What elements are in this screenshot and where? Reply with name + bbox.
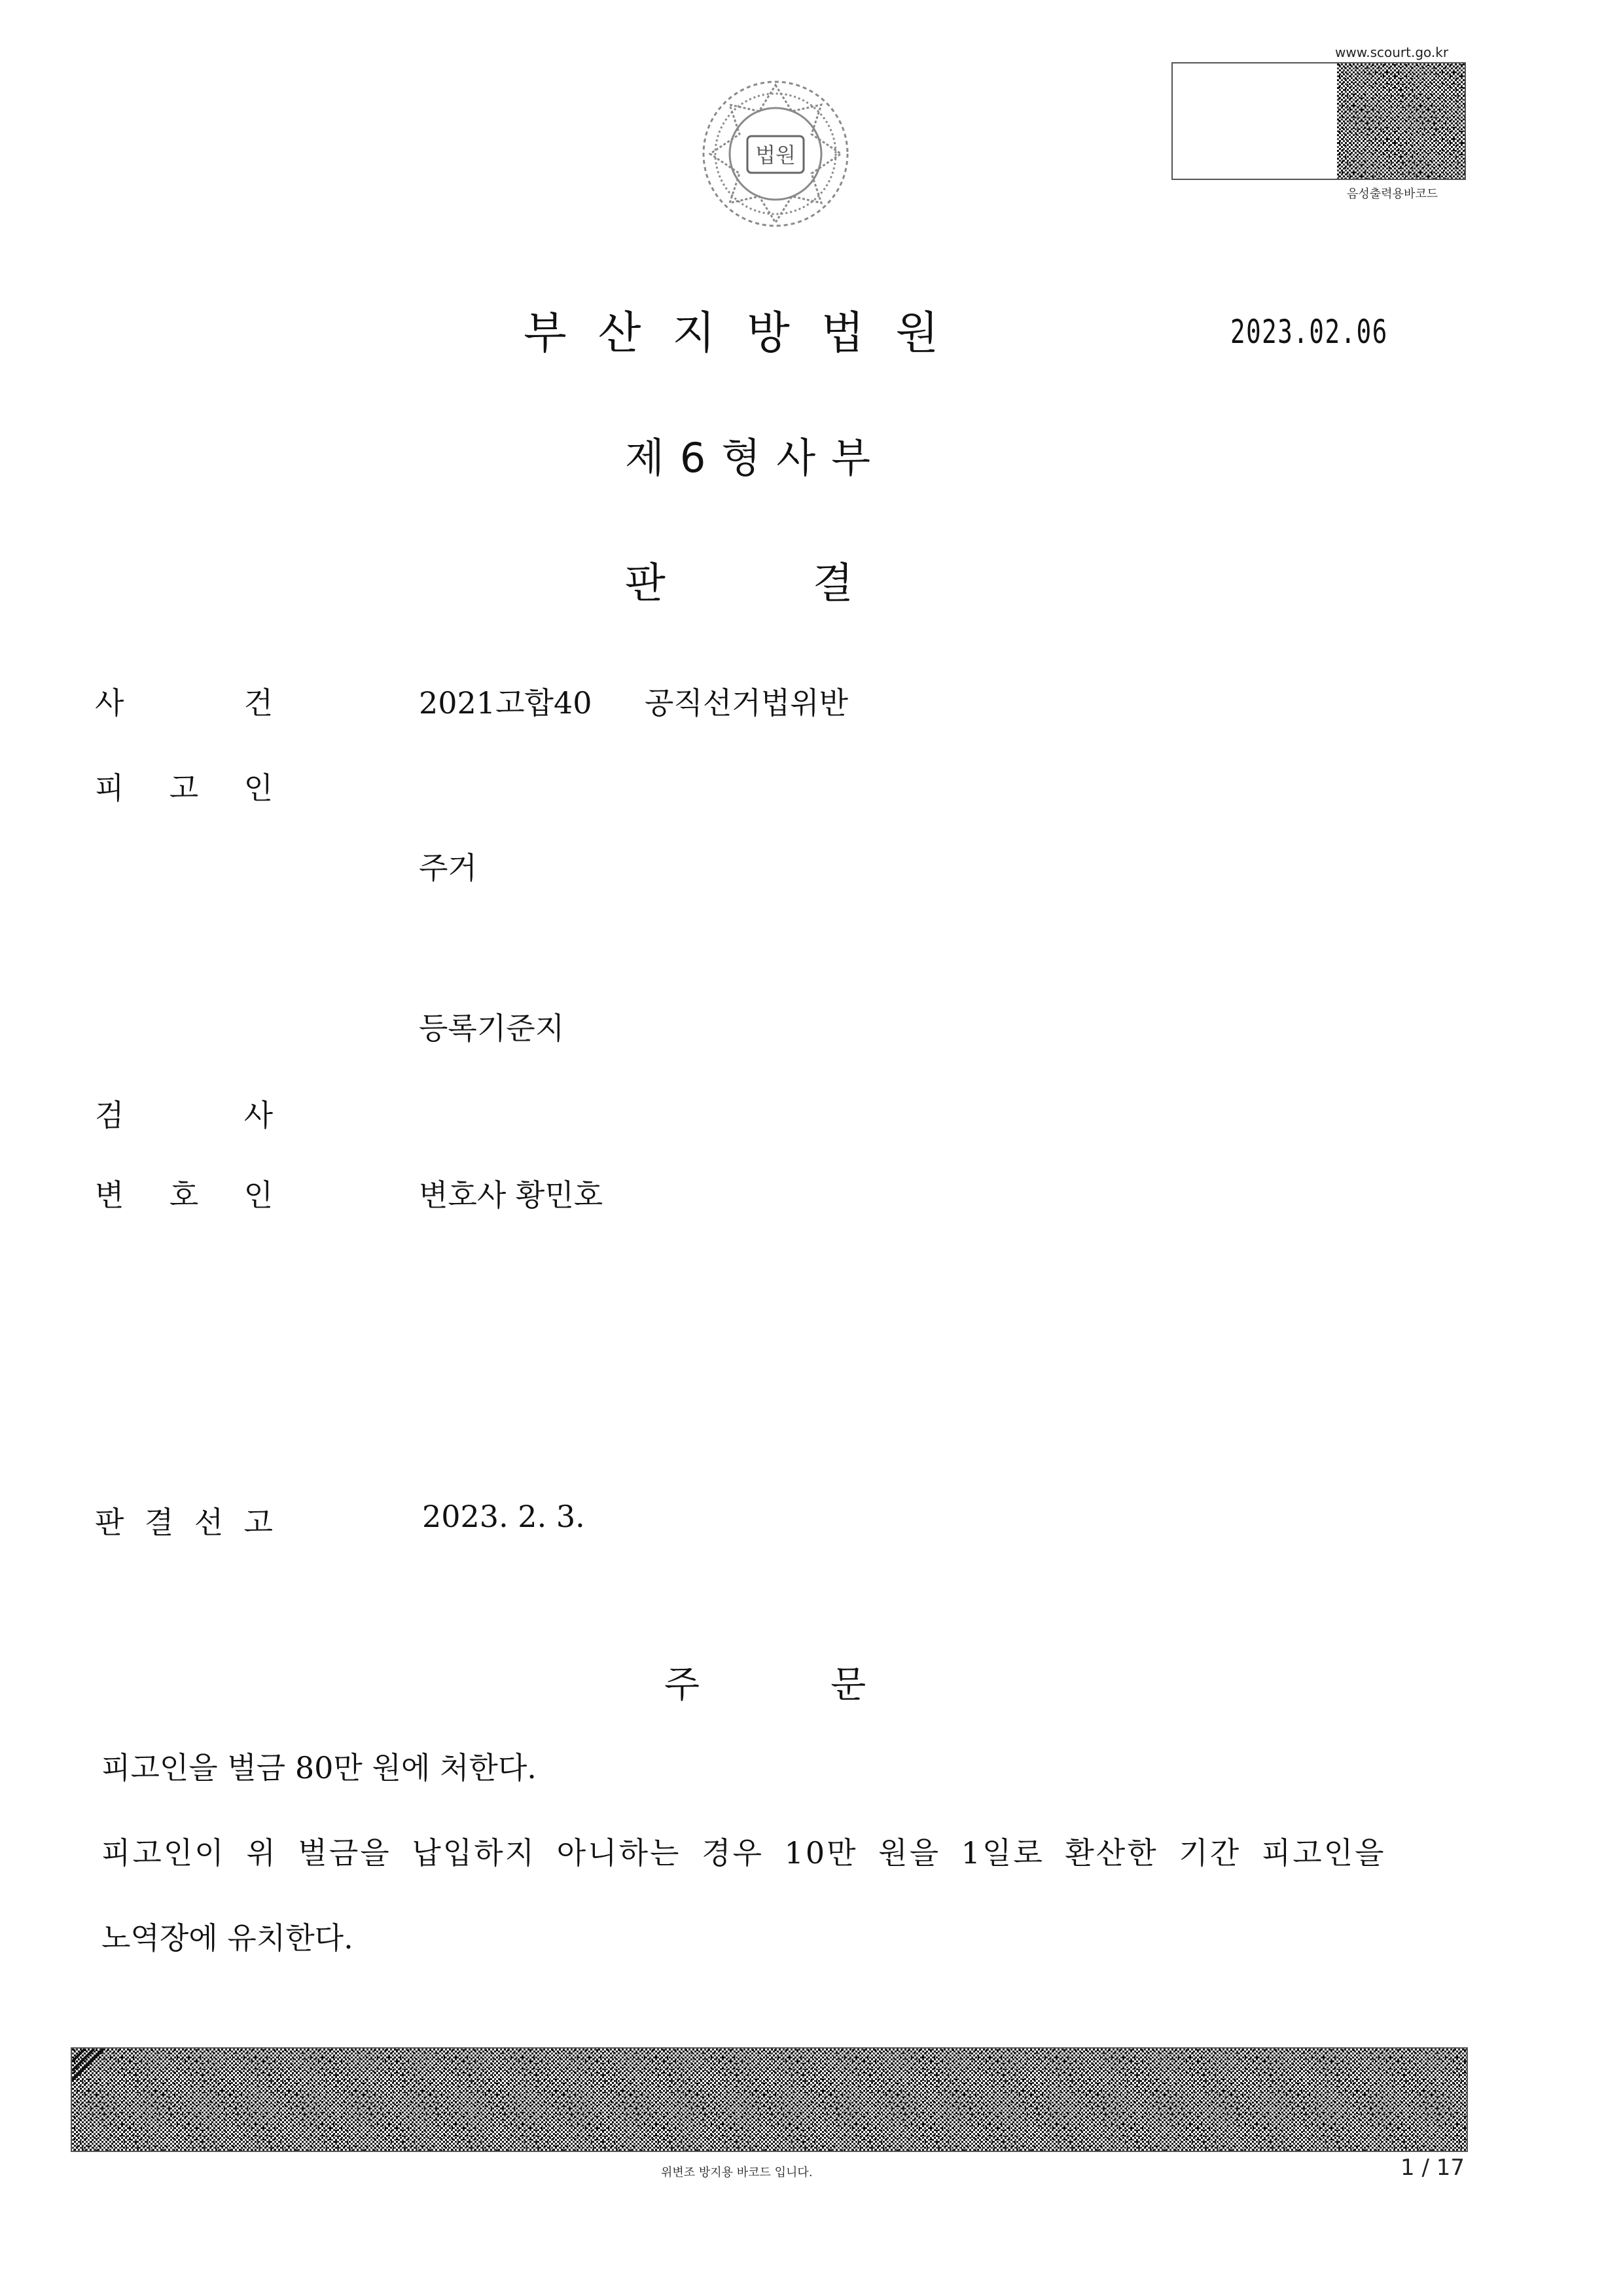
seal-text: 법원 <box>755 143 796 168</box>
audio-barcode-caption: 음성출력용바코드 <box>1347 187 1438 201</box>
label-char: 사 <box>243 1098 273 1133</box>
label-char: 인 <box>243 770 273 806</box>
order-title-left: 주 <box>664 1664 700 1706</box>
counsel-value: 변호사 황민호 <box>419 1177 603 1213</box>
document-title-right: 결 <box>812 560 853 608</box>
case-label <box>95 679 273 723</box>
court-name: 부산지방법원 <box>524 308 971 359</box>
label-char: 호 <box>169 1177 199 1213</box>
defendant-label <box>95 764 273 808</box>
document-title <box>625 550 853 610</box>
label-char: 선 <box>194 1505 224 1540</box>
label-char: 변 <box>95 1177 124 1213</box>
prosecutor-label <box>95 1092 273 1135</box>
audio-barcode-icon <box>1337 63 1465 179</box>
registry-label: 등록기준지 <box>419 1011 565 1046</box>
audio-barcode-box <box>1171 62 1466 180</box>
counsel-label <box>95 1172 273 1215</box>
barcode-url: www.scourt.go.kr <box>1335 45 1449 60</box>
division-name: 제6형사부 <box>625 434 887 482</box>
label-char: 건 <box>243 685 273 721</box>
label-char: 판 <box>95 1505 124 1540</box>
case-number: 2021고합40 <box>419 685 592 721</box>
order-title-right: 문 <box>830 1664 866 1706</box>
anti-forgery-caption: 위변조 방지용 바코드 입니다. <box>661 2166 813 2179</box>
label-char: 검 <box>95 1098 124 1133</box>
order-line: 피고인이 위 벌금을 납입하지 아니하는 경우 10만 원을 1일로 환산한 기간 피고인을 <box>101 1835 1386 1871</box>
label-char: 결 <box>144 1505 174 1540</box>
label-char: 고 <box>243 1505 273 1540</box>
seal-emblem-icon <box>694 72 857 236</box>
label-char: 인 <box>243 1177 273 1213</box>
label-char: 피 <box>95 770 124 806</box>
label-char: 사 <box>95 685 124 721</box>
order-title <box>664 1656 866 1708</box>
order-line: 피고인을 벌금 80만 원에 처한다. <box>101 1750 537 1785</box>
order-line: 노역장에 유치한다. <box>101 1920 353 1956</box>
label-char: 고 <box>169 770 199 806</box>
page-number: 1 / 17 <box>1400 2155 1465 2181</box>
stamp-date: 2023.02.06 <box>1230 313 1388 351</box>
verdict-date: 2023. 2. 3. <box>422 1499 585 1534</box>
anti-forgery-barcode-icon <box>72 2049 1467 2151</box>
address-label: 주거 <box>419 850 477 886</box>
case-name: 공직선거법위반 <box>645 685 849 721</box>
court-seal <box>694 72 857 236</box>
verdict-date-label <box>95 1499 273 1542</box>
document-title-left: 판 <box>625 560 666 608</box>
anti-forgery-barcode <box>71 2047 1468 2152</box>
